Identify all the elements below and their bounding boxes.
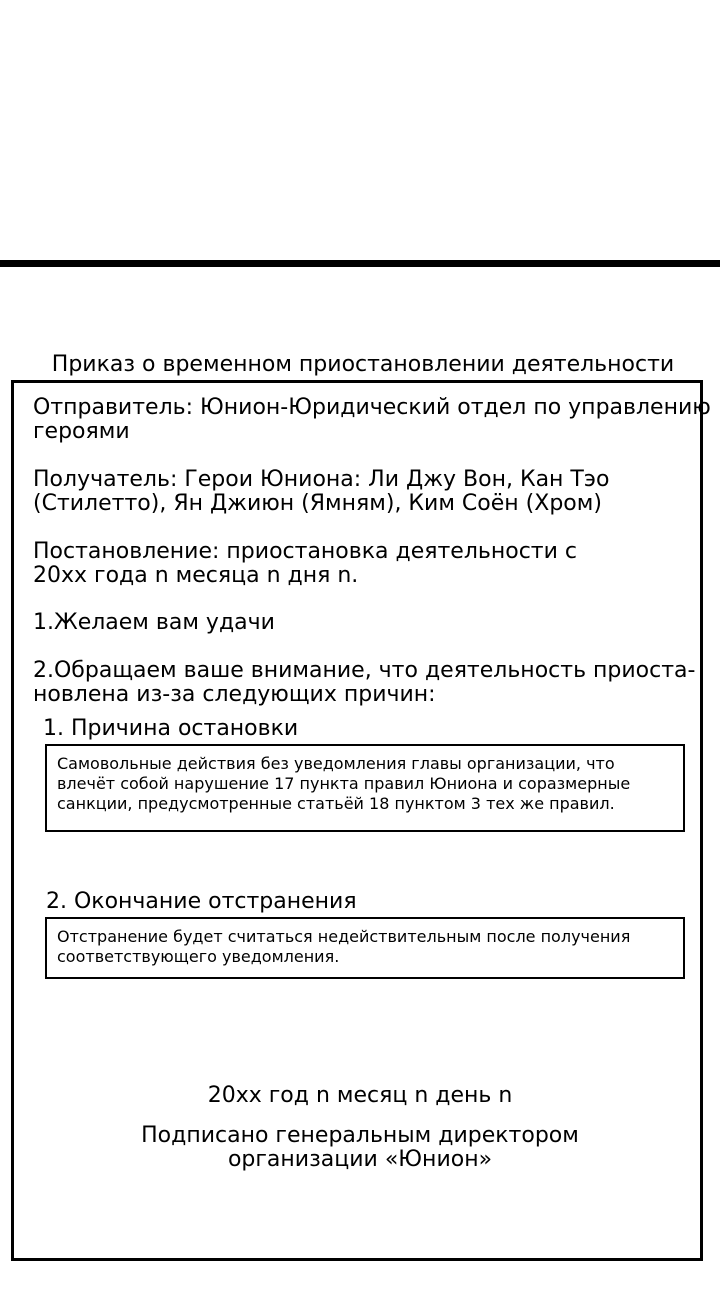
sender-line-1: Отправитель: Юнион-Юридический отдел по управлению bbox=[33, 395, 711, 420]
sender-line-2: героями bbox=[33, 419, 130, 444]
signature-line-2: организации «Юнион» bbox=[227, 1147, 493, 1172]
document-title: Приказ о временном приостановлении деятельности bbox=[51, 352, 675, 377]
recipient-line-2: (Стилетто), Ян Джиюн (Ямням), Ким Соён (Хром) bbox=[33, 491, 602, 516]
end-of-suspension-line-2: соответствующего уведомления. bbox=[57, 947, 340, 966]
point-2-line-1: 2.Обращаем ваше внимание, что деятельность приоста- bbox=[33, 658, 696, 683]
panel-divider bbox=[0, 260, 720, 267]
resolution-line-2: 20xx года n месяца n дня n. bbox=[33, 563, 359, 588]
signature-line-1: Подписано генеральным директором bbox=[141, 1123, 579, 1148]
end-of-suspension-line-1: Отстранение будет считаться недействительным после получения bbox=[57, 927, 631, 946]
reason-heading: 1. Причина остановки bbox=[43, 716, 299, 741]
recipient-line-1: Получатель: Герои Юниона: Ли Джу Вон, Кан Тэо bbox=[33, 467, 610, 492]
resolution-line-1: Постановление: приостановка деятельности с bbox=[33, 539, 577, 564]
end-of-suspension-box bbox=[45, 917, 685, 979]
document-date: 20xx год n месяц n день n bbox=[207, 1083, 513, 1108]
reason-line-3: санкции, предусмотренные статьёй 18 пунктом 3 тех же правил. bbox=[57, 794, 615, 813]
point-1: 1.Желаем вам удачи bbox=[33, 610, 275, 635]
reason-box bbox=[45, 744, 685, 832]
end-of-suspension-heading: 2. Окончание отстранения bbox=[46, 889, 357, 914]
reason-line-2: влечёт собой нарушение 17 пункта правил Юниона и соразмерные bbox=[57, 774, 631, 793]
reason-line-1: Самовольные действия без уведомления главы организации, что bbox=[57, 754, 615, 773]
point-2-line-2: новлена из-за следующих причин: bbox=[33, 682, 436, 707]
